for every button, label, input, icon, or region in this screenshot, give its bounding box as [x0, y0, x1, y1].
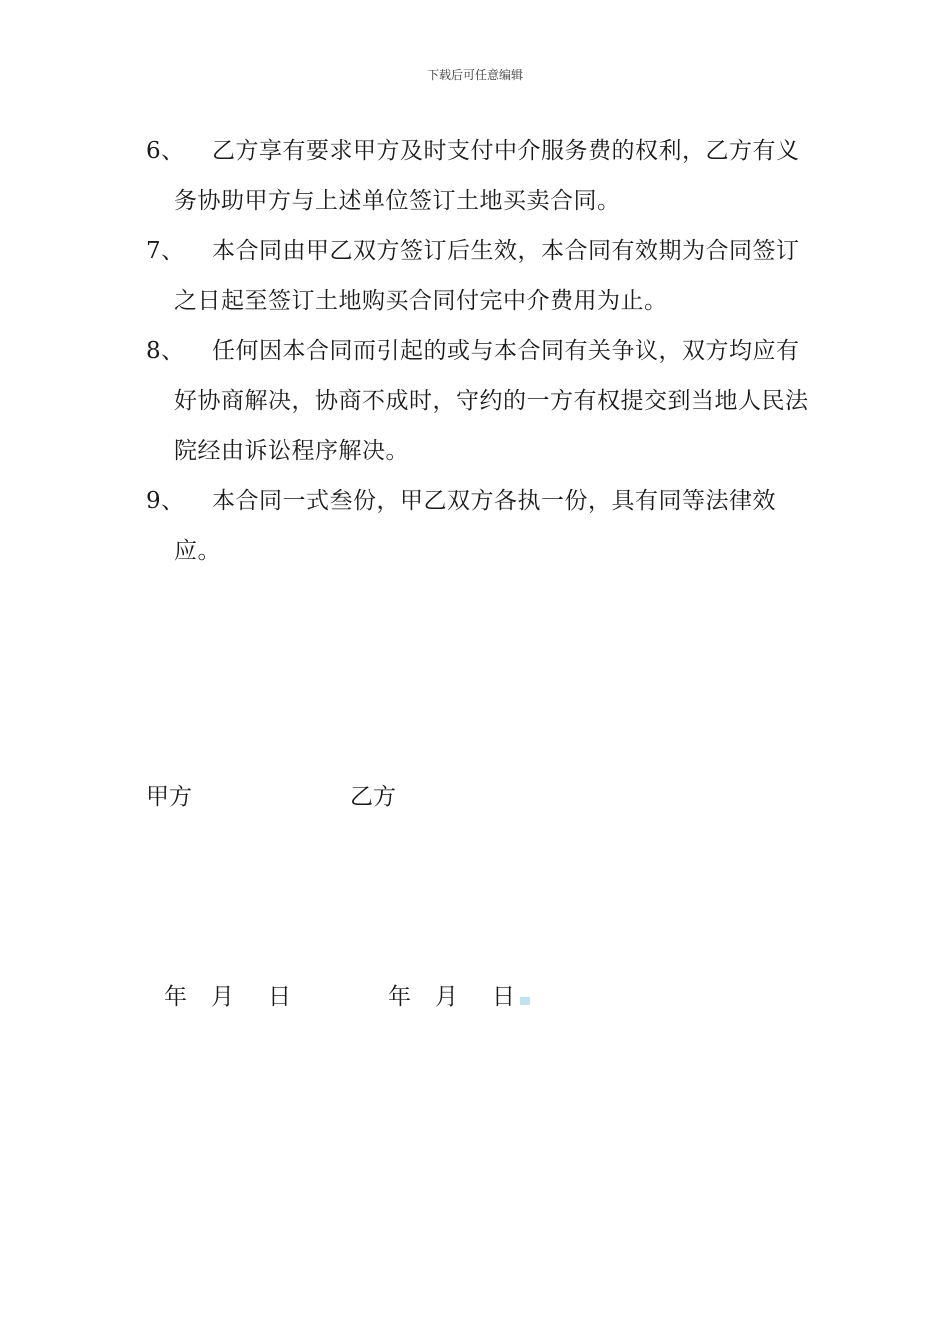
party-b-signature-label: 乙方	[350, 784, 396, 810]
contract-clauses	[146, 126, 816, 576]
party-a-date	[164, 982, 291, 1012]
clause-8	[146, 326, 816, 476]
date-year-label: 年	[388, 984, 411, 1010]
date-day-label: 日	[268, 984, 291, 1010]
page-header-note: 下载后可任意编辑	[426, 68, 523, 82]
clause-7	[146, 226, 816, 326]
text-cursor-marker	[520, 997, 530, 1005]
date-month-label: 月	[211, 984, 234, 1010]
clause-text: 本合同由甲乙双方签订后生效，本合同有效期为合同签订之日起至签订土地购买合同付完中介费用为止。	[174, 238, 800, 314]
clause-9	[146, 476, 816, 576]
clause-number: 7、	[146, 238, 185, 264]
date-day-label: 日	[492, 984, 515, 1010]
date-year-label: 年	[164, 984, 187, 1010]
clause-text: 任何因本合同而引起的或与本合同有关争议，双方均应有好协商解决，协商不成时，守约的一方有权提交到当地人民法院经由诉讼程序解决。	[174, 338, 809, 464]
date-month-label: 月	[435, 984, 458, 1010]
clause-text: 本合同一式叁份，甲乙双方各执一份，具有同等法律效应。	[174, 488, 776, 564]
clause-number: 6、	[146, 138, 185, 164]
clause-number: 8、	[146, 338, 185, 364]
clause-number: 9、	[146, 488, 185, 514]
clause-6	[146, 126, 816, 226]
party-a-signature-label: 甲方	[146, 784, 192, 810]
party-b-date	[388, 982, 515, 1012]
clause-text: 乙方享有要求甲方及时支付中介服务费的权利，乙方有义务协助甲方与上述单位签订土地买卖合同。	[174, 138, 800, 214]
